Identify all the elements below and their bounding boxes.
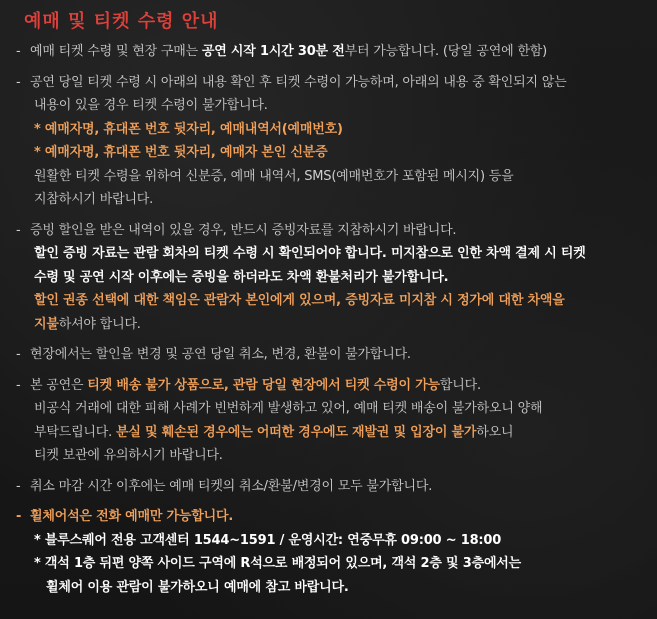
emphasis-line: 할인 증빙 자료는 관람 회차의 티켓 수령 시 확인되어야 합니다. 미지참으로 인한 차액 결제 시 티켓: [34, 246, 586, 261]
highlight-text: 티켓 배송 불가 상품으로, 관람 당일 현장에서 티켓 수령이 가능: [87, 377, 440, 393]
highlight-line: 할인 권종 선택에 대한 책임은 관람자 본인에게 있으며, 증빙자료 미지참 시 정가에 대한 차액을: [34, 293, 565, 308]
notice-line: [16, 505, 643, 529]
notice-line: 비공식 거래에 대한 피해 사례가 빈번하게 발생하고 있어, 예매 티켓 배송이 불가하오니 양해: [34, 401, 543, 416]
requirement-item: * 예매자명, 휴대폰 번호 뒷자리, 예매자 본인 신분증: [34, 145, 328, 160]
text: 부터 가능합니다. (당일 공연에 한함): [344, 44, 548, 59]
notice-no-delivery: [16, 374, 643, 468]
notice-discount-proof: [16, 219, 643, 337]
dash-bullet: -: [16, 222, 21, 238]
emphasis-line: 수령 및 공연 시작 이후에는 증빙을 하더라도 차액 환불처리가 불가합니다.: [34, 269, 449, 285]
contact-info: * 블루스퀘어 전용 고객센터 1544~1591 / 운영시간: 연중무휴 09:00 ~ 18:00: [34, 532, 502, 548]
text: 현장에서는 할인을 변경 및 공연 당일 취소, 변경, 환불이 불가합니다.: [30, 347, 411, 362]
notice-line: [16, 343, 643, 367]
dash-bullet: -: [16, 74, 21, 90]
dash-bullet: -: [16, 44, 21, 59]
highlight-text: 분실 및 훼손된 경우에는 어떠한 경우에도 재발권 및 입장이 불가: [116, 424, 477, 440]
text: 본 공연은: [30, 377, 88, 393]
notice-line: [16, 40, 643, 64]
text: 하오니: [476, 424, 514, 440]
text: 취소 마감 시간 이후에는 예매 티켓의 취소/환불/변경이 모두 불가합니다.: [30, 478, 433, 494]
text: 부탁드립니다.: [34, 424, 117, 440]
notice-onsite-changes: [16, 343, 643, 367]
notice-line: [16, 421, 643, 445]
emphasis-text: 공연 시작 1시간 30분 전: [201, 44, 345, 59]
notice-line: [16, 71, 643, 95]
notice-line: [16, 374, 643, 398]
notice-line: 원활한 티켓 수령을 위하여 신분증, 예매 내역서, SMS(예매번호가 포함된 메시지) 등을: [34, 168, 514, 184]
highlight-text: 지불: [34, 316, 59, 332]
notice-ticket-pickup-time: [16, 40, 643, 64]
text: 예매 티켓 수령 및 현장 구매는: [30, 44, 202, 59]
notice-line: 내용이 있을 경우 티켓 수령이 불가합니다.: [34, 98, 268, 113]
dash-bullet: -: [16, 347, 21, 362]
notice-wheelchair-seats: [16, 505, 643, 599]
text: 공연 당일 티켓 수령 시 아래의 내용 확인 후 티켓 수령이 가능하며, 아래의 내용 중 확인되지 않는: [30, 74, 567, 90]
seat-info: 휠체어 이용 관람이 불가하오니 예매에 참고 바랍니다.: [46, 579, 349, 595]
notice-line: [16, 313, 643, 337]
dash-bullet: -: [16, 478, 21, 494]
notice-line: 지참하시기 바랍니다.: [34, 192, 154, 207]
text: 하셔야 합니다.: [58, 316, 141, 332]
highlight-text: 휠체어석은 전화 예매만 가능합니다.: [30, 509, 234, 524]
dash-bullet: -: [16, 377, 21, 393]
text: 증빙 할인을 받은 내역이 있을 경우, 반드시 증빙자료를 지참하시기 바랍니다.: [30, 222, 457, 238]
seat-info: * 객석 1층 뒤편 양쪽 사이드 구역에 R석으로 배정되어 있으며, 객석 2층 및 3층에서는: [34, 556, 522, 571]
text: 합니다.: [439, 377, 481, 393]
notice-line: 티켓 보관에 유의하시기 바랍니다.: [34, 448, 223, 463]
dash-bullet: -: [16, 509, 22, 524]
notice-line: [16, 475, 643, 499]
page-title: 예매 및 티켓 수령 안내: [24, 11, 219, 32]
notice-pickup-requirements: [16, 71, 643, 212]
notice-line: [16, 219, 643, 243]
notice-cancel-deadline: [16, 475, 643, 499]
requirement-item: * 예매자명, 휴대폰 번호 뒷자리, 예매내역서(예매번호): [34, 121, 343, 137]
